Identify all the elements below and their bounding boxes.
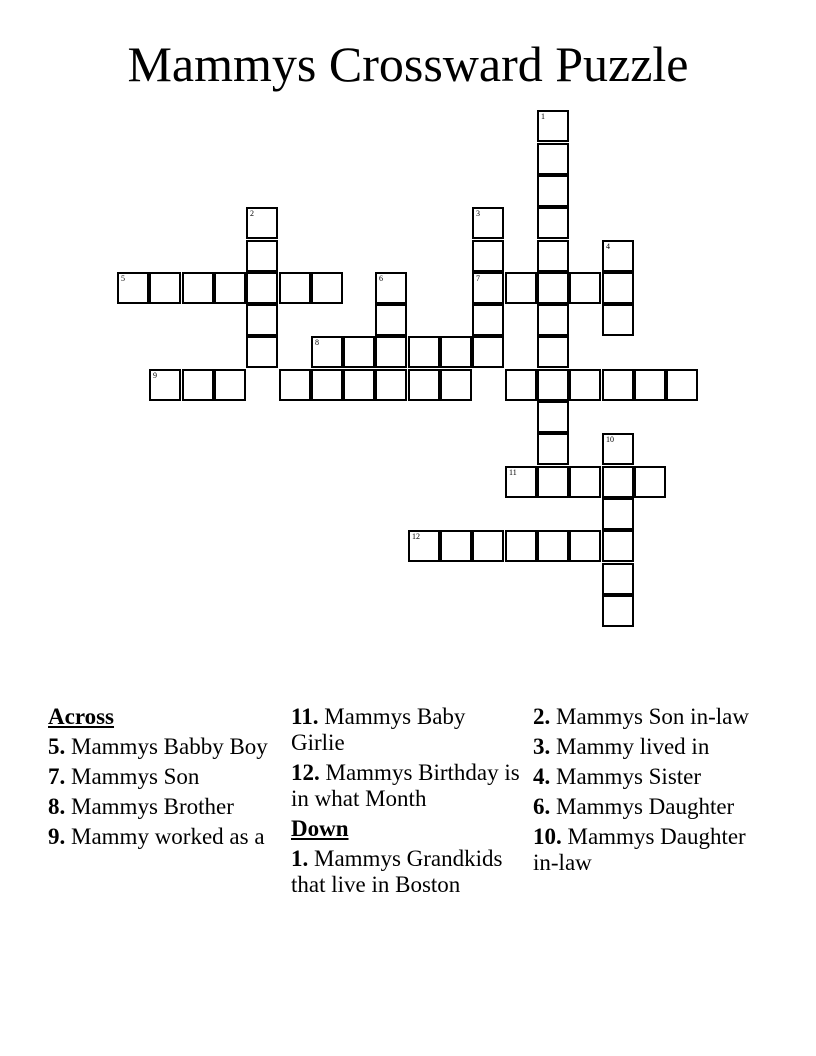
clue-text: Mammy lived in	[556, 734, 710, 759]
crossword-cell[interactable]	[311, 272, 343, 304]
clue-text: Mammy worked as a	[71, 824, 265, 849]
clues-column-3	[533, 704, 765, 880]
crossword-cell[interactable]	[375, 272, 407, 304]
across-clue-9	[48, 824, 280, 850]
clue-text: Mammys Son in-law	[556, 704, 749, 729]
crossword-cell[interactable]	[375, 369, 407, 401]
clue-number: 10.	[533, 824, 562, 849]
crossword-cell[interactable]	[505, 369, 537, 401]
crossword-cell[interactable]	[537, 240, 569, 272]
down-clue-10	[533, 824, 765, 876]
crossword-cell[interactable]	[440, 336, 472, 368]
clue-number: 7.	[48, 764, 66, 789]
crossword-cell[interactable]	[472, 304, 504, 336]
crossword-cell[interactable]	[149, 272, 181, 304]
cell-number: 1	[541, 112, 545, 121]
crossword-cell[interactable]	[537, 369, 569, 401]
crossword-cell[interactable]	[117, 272, 149, 304]
cell-number: 2	[250, 209, 254, 218]
across-clue-5	[48, 734, 280, 760]
crossword-cell[interactable]	[246, 272, 278, 304]
crossword-cell[interactable]	[408, 530, 440, 562]
clue-number: 2.	[533, 704, 551, 729]
cell-number: 3	[476, 209, 480, 218]
crossword-cell[interactable]	[537, 401, 569, 433]
cell-number: 10	[606, 435, 614, 444]
clue-text: Mammys Son	[71, 764, 200, 789]
cell-number: 12	[412, 532, 420, 541]
crossword-cell[interactable]	[505, 272, 537, 304]
crossword-cell[interactable]	[602, 530, 634, 562]
crossword-cell[interactable]	[375, 336, 407, 368]
cell-number: 5	[121, 274, 125, 283]
crossword-cell[interactable]	[246, 240, 278, 272]
cell-number: 4	[606, 242, 610, 251]
cell-number: 6	[379, 274, 383, 283]
across-heading: Across	[48, 704, 115, 729]
clue-number: 6.	[533, 794, 551, 819]
crossword-cell[interactable]	[602, 272, 634, 304]
crossword-cell[interactable]	[472, 272, 504, 304]
clue-text: Mammys Brother	[71, 794, 234, 819]
clue-number: 1.	[291, 846, 309, 871]
crossword-cell[interactable]	[246, 304, 278, 336]
crossword-cell[interactable]	[343, 369, 375, 401]
crossword-cell[interactable]	[505, 530, 537, 562]
crossword-cell[interactable]	[408, 336, 440, 368]
clues-section	[0, 700, 816, 1000]
clue-text: Mammys Birthday is in what Month	[291, 760, 520, 811]
clues-column-1	[48, 704, 280, 854]
page-title: Mammys Crossward Puzzle	[127, 36, 689, 92]
down-clue-1	[291, 846, 523, 898]
down-heading: Down	[291, 816, 349, 841]
crossword-cell[interactable]	[602, 563, 634, 595]
crossword-cell[interactable]	[279, 272, 311, 304]
crossword-cell[interactable]	[408, 369, 440, 401]
crossword-cell[interactable]	[311, 369, 343, 401]
crossword-cell[interactable]	[537, 110, 569, 142]
clue-text: Mammys Daughter	[556, 794, 735, 819]
crossword-cell[interactable]	[311, 336, 343, 368]
clue-text: Mammys Daughter in-law	[533, 824, 746, 875]
crossword-cell[interactable]	[569, 530, 601, 562]
across-clue-8	[48, 794, 280, 820]
crossword-cell[interactable]	[602, 304, 634, 336]
crossword-cell[interactable]	[666, 369, 698, 401]
clue-number: 5.	[48, 734, 66, 759]
crossword-cell[interactable]	[246, 207, 278, 239]
down-clue-2	[533, 704, 765, 730]
crossword-cell[interactable]	[602, 595, 634, 627]
clue-text: Mammys Baby Girlie	[291, 704, 466, 755]
crossword-cell[interactable]	[246, 336, 278, 368]
down-clue-3	[533, 734, 765, 760]
down-clue-6	[533, 794, 765, 820]
across-clue-11	[291, 704, 523, 756]
crossword-cell[interactable]	[569, 466, 601, 498]
clue-text: Mammys Babby Boy	[71, 734, 268, 759]
across-clue-12	[291, 760, 523, 812]
clue-text: Mammys Sister	[556, 764, 702, 789]
crossword-cell[interactable]	[537, 175, 569, 207]
crossword-cell[interactable]	[537, 272, 569, 304]
clues-column-2	[291, 704, 523, 902]
clue-number: 9.	[48, 824, 66, 849]
crossword-cell[interactable]	[279, 369, 311, 401]
cell-number: 11	[509, 468, 517, 477]
clue-number: 4.	[533, 764, 551, 789]
crossword-cell[interactable]	[602, 498, 634, 530]
clue-number: 3.	[533, 734, 551, 759]
down-clue-4	[533, 764, 765, 790]
crossword-cell[interactable]	[214, 272, 246, 304]
cell-number: 8	[315, 338, 319, 347]
crossword-cell[interactable]	[182, 272, 214, 304]
crossword-cell[interactable]	[149, 369, 181, 401]
crossword-cell[interactable]	[537, 143, 569, 175]
crossword-cell[interactable]	[537, 336, 569, 368]
crossword-cell[interactable]	[472, 207, 504, 239]
across-clue-7	[48, 764, 280, 790]
crossword-cell[interactable]	[634, 466, 666, 498]
clue-number: 11.	[291, 704, 319, 729]
crossword-cell[interactable]	[440, 369, 472, 401]
crossword-cell[interactable]	[182, 369, 214, 401]
crossword-cell[interactable]	[343, 336, 375, 368]
crossword-cell[interactable]	[569, 272, 601, 304]
crossword-cell[interactable]	[602, 433, 634, 465]
crossword-cell[interactable]	[537, 207, 569, 239]
crossword-cell[interactable]	[472, 240, 504, 272]
cell-number: 7	[476, 274, 480, 283]
clue-number: 12.	[291, 760, 320, 785]
clue-text: Mammys Grandkids that live in Boston	[291, 846, 503, 897]
crossword-cell[interactable]	[214, 369, 246, 401]
clue-number: 8.	[48, 794, 66, 819]
crossword-cell[interactable]	[537, 466, 569, 498]
crossword-cell[interactable]	[569, 369, 601, 401]
crossword-cell[interactable]	[472, 336, 504, 368]
crossword-cell[interactable]	[634, 369, 666, 401]
crossword-cell[interactable]	[440, 530, 472, 562]
crossword-cell[interactable]	[537, 530, 569, 562]
crossword-cell[interactable]	[537, 433, 569, 465]
crossword-cell[interactable]	[602, 240, 634, 272]
crossword-cell[interactable]	[602, 369, 634, 401]
crossword-cell[interactable]	[505, 466, 537, 498]
crossword-cell[interactable]	[472, 530, 504, 562]
cell-number: 9	[153, 371, 157, 380]
crossword-cell[interactable]	[375, 304, 407, 336]
crossword-cell[interactable]	[602, 466, 634, 498]
crossword-cell[interactable]	[537, 304, 569, 336]
